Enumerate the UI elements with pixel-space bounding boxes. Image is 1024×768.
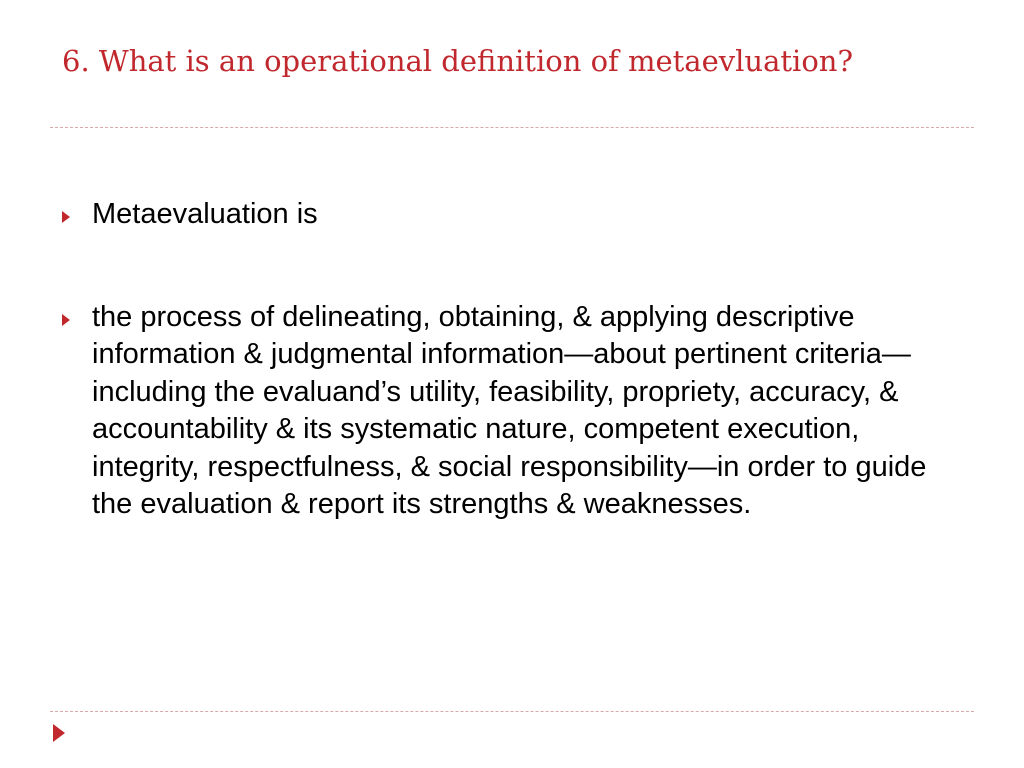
bullet-text: Metaevaluation is <box>92 198 318 230</box>
bullet-item <box>62 196 962 234</box>
bullet-text: the process of delineating, obtaining, & applying descriptive information & judgmental information—about pertinent criteria—including the evaluand’s utility, feasibility, propriety, accuracy, & accountability & its systematic nature, competent execution, integrity, respectfulness, & social responsibility—in order to guide the evaluation & report its strengths & weaknesses. <box>92 300 927 520</box>
footer-divider <box>50 711 974 712</box>
next-slide-arrow-icon[interactable] <box>53 724 65 742</box>
title-divider <box>50 127 974 128</box>
bullet-list <box>62 196 962 524</box>
triangle-bullet-icon <box>62 211 70 223</box>
slide-title: 6. What is an operational definition of metaevluation? <box>62 44 854 78</box>
bullet-item <box>62 299 962 524</box>
triangle-bullet-icon <box>62 314 70 326</box>
